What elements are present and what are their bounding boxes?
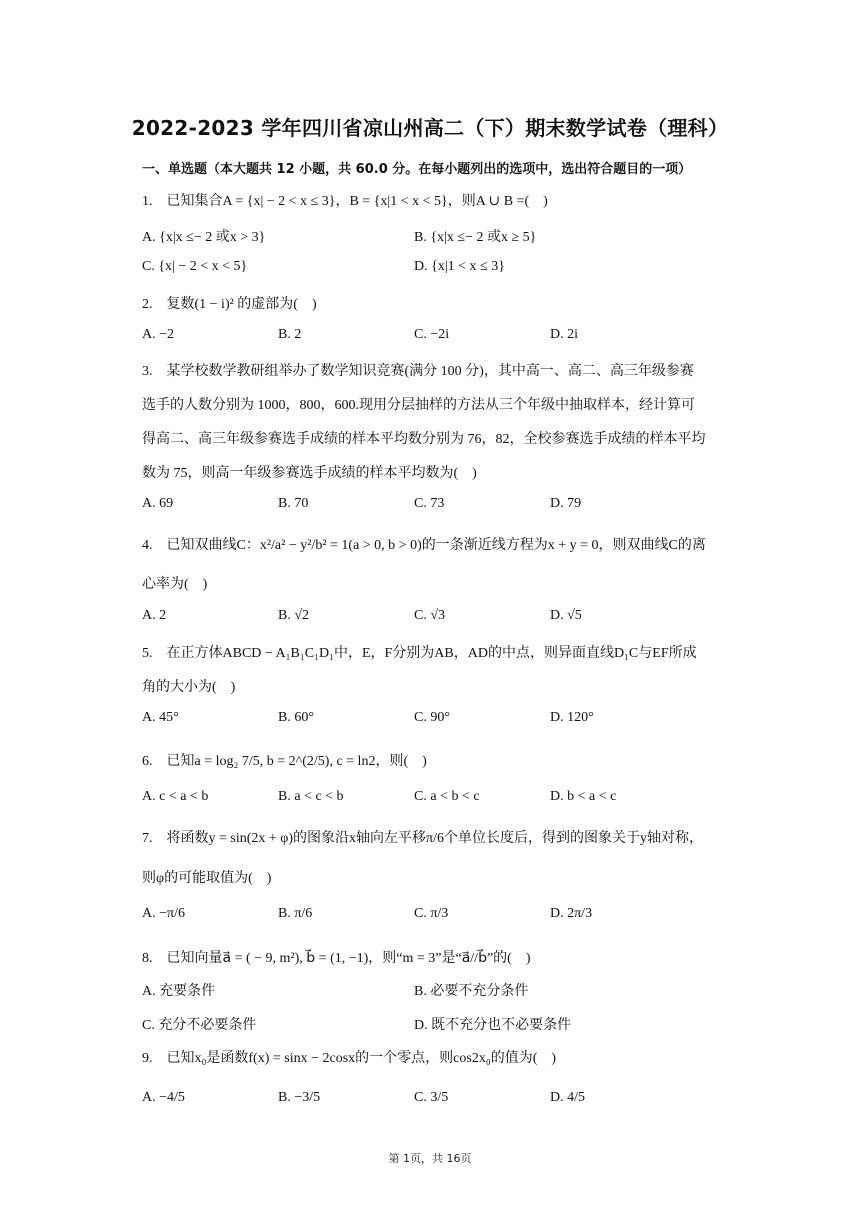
q3-option-a: A. 69 bbox=[142, 496, 174, 511]
q8-option-b: B. 必要不充分条件 bbox=[414, 984, 529, 999]
q3-option-b: B. 70 bbox=[278, 496, 309, 511]
q8-option-d: D. 既不充分也不必要条件 bbox=[414, 1018, 572, 1033]
question-5-line-1: 5. 在正方体ABCD − A₁B₁C₁D₁中，E，F分别为AB，AD的中点，则异面直线D₁C与EF所成 bbox=[142, 646, 697, 661]
question-8: 8. 已知向量a⃗ = ( − 9, m²), b⃗ = (1, −1)，则“m = 3”是“a⃗//b⃗”的( ) bbox=[142, 951, 531, 966]
q4-option-c: C. √3 bbox=[414, 608, 446, 623]
q1-option-b: B. {x|x ≤− 2 或x ≥ 5} bbox=[414, 230, 537, 245]
question-4-line-1: 4. 已知双曲线C：x²/a² − y²/b² = 1(a > 0, b > 0)的一条渐近线方程为x + y = 0，则双曲线C的离 bbox=[142, 538, 706, 553]
question-3-line-2: 选手的人数分别为 1000，800，600.现用分层抽样的方法从三个年级中抽取样本，经计算可 bbox=[142, 398, 695, 413]
q9-option-d: D. 4/5 bbox=[550, 1090, 585, 1105]
q1-option-a: A. {x|x ≤− 2 或x > 3} bbox=[142, 230, 266, 245]
q2-option-a: A. −2 bbox=[142, 327, 175, 342]
q4-option-b: B. √2 bbox=[278, 608, 310, 623]
q1-option-d: D. {x|1 < x ≤ 3} bbox=[414, 259, 505, 274]
question-6: 6. 已知a = log₂ 7/5, b = 2^(2/5), c = ln2，则( ) bbox=[142, 754, 427, 769]
question-5-line-2: 角的大小为( ) bbox=[142, 680, 236, 695]
q5-option-c: C. 90° bbox=[414, 710, 450, 725]
q5-option-b: B. 60° bbox=[278, 710, 314, 725]
q3-option-c: C. 73 bbox=[414, 496, 445, 511]
q7-option-a: A. −π/6 bbox=[142, 906, 185, 921]
q2-option-d: D. 2i bbox=[550, 327, 578, 342]
question-7-line-2: 则φ的可能取值为( ) bbox=[142, 871, 272, 886]
question-4-line-2: 心率为( ) bbox=[142, 577, 208, 592]
q9-option-c: C. 3/5 bbox=[414, 1090, 449, 1105]
question-3-line-3: 得高二、高三年级参赛选手成绩的样本平均数分别为 76，82，全校参赛选手成绩的样本平均 bbox=[142, 432, 706, 447]
question-1: 1. 已知集合A = {x| − 2 < x ≤ 3}，B = {x|1 < x < 5}，则A ∪ B =( ) bbox=[142, 194, 548, 209]
q1-option-c: C. {x| − 2 < x < 5} bbox=[142, 259, 248, 274]
q9-option-a: A. −4/5 bbox=[142, 1090, 185, 1105]
q5-option-d: D. 120° bbox=[550, 710, 594, 725]
q8-option-c: C. 充分不必要条件 bbox=[142, 1018, 257, 1033]
q7-option-b: B. π/6 bbox=[278, 906, 313, 921]
q4-option-a: A. 2 bbox=[142, 608, 167, 623]
q4-option-d: D. √5 bbox=[550, 608, 582, 623]
q3-option-d: D. 79 bbox=[550, 496, 582, 511]
question-9: 9. 已知x₀是函数f(x) = sinx − 2cosx的一个零点，则cos2x₀的值为( ) bbox=[142, 1051, 557, 1066]
q6-option-c: C. a < b < c bbox=[414, 789, 480, 804]
question-3-line-1: 3. 某学校数学教研组举办了数学知识竞赛(满分 100 分)，其中高一、高二、高三年级参赛 bbox=[142, 364, 694, 379]
q7-option-c: C. π/3 bbox=[414, 906, 449, 921]
q8-option-a: A. 充要条件 bbox=[142, 984, 216, 999]
q5-option-a: A. 45° bbox=[142, 710, 179, 725]
q2-option-b: B. 2 bbox=[278, 327, 302, 342]
q7-option-d: D. 2π/3 bbox=[550, 906, 593, 921]
q6-option-b: B. a < c < b bbox=[278, 789, 344, 804]
q2-option-c: C. −2i bbox=[414, 327, 450, 342]
page-footer: 第 1页，共 16页 bbox=[388, 1152, 472, 1165]
q6-option-d: D. b < a < c bbox=[550, 789, 617, 804]
question-3-line-4: 数为 75，则高一年级参赛选手成绩的样本平均数为( ) bbox=[142, 466, 477, 481]
exam-title: 2022-2023 学年四川省凉山州高二（下）期末数学试卷（理科） bbox=[131, 116, 729, 140]
section-heading: 一、单选题（本大题共 12 小题，共 60.0 分。在每小题列出的选项中，选出符合题目的一项） bbox=[142, 162, 692, 177]
question-2: 2. 复数(1 − i)² 的虚部为( ) bbox=[142, 297, 317, 312]
q9-option-b: B. −3/5 bbox=[278, 1090, 321, 1105]
question-7-line-1: 7. 将函数y = sin(2x + φ)的图象沿x轴向左平移π/6个单位长度后，得到的图象关于y轴对称， bbox=[142, 831, 703, 846]
q6-option-a: A. c < a < b bbox=[142, 789, 209, 804]
